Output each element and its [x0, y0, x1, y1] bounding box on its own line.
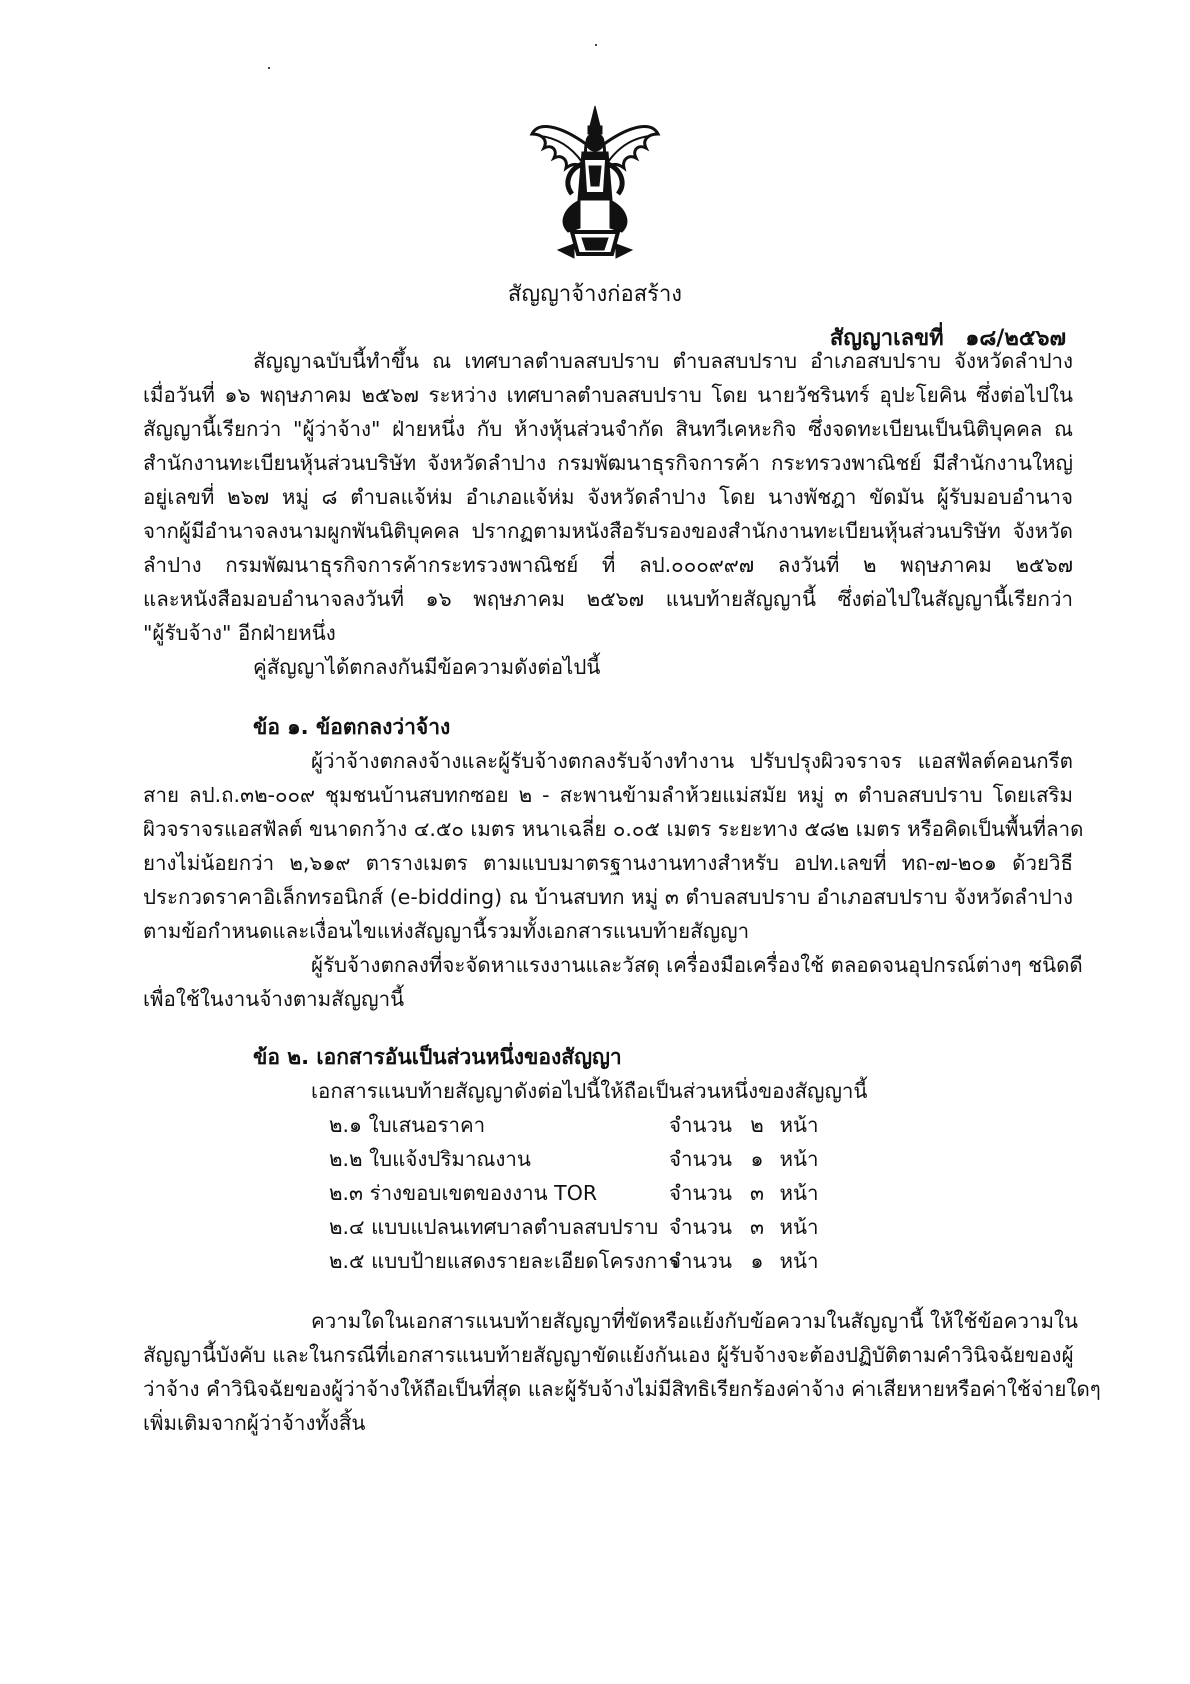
contract-number-value: ๑๘/๒๕๖๗ — [965, 326, 1066, 351]
attachment-qty-label: จำนวน — [669, 1249, 733, 1273]
contract-number-label: สัญญาเลขที่ — [829, 326, 944, 351]
attachment-qty: ๓ — [749, 1181, 764, 1205]
attachment-row — [329, 1110, 819, 1140]
garuda-emblem-icon — [528, 104, 662, 262]
attachment-qty: ๑ — [750, 1249, 764, 1273]
attachment-row — [329, 1144, 819, 1174]
attachment-unit: หน้า — [779, 1113, 819, 1137]
attachment-name: แบบป้ายแสดงรายละเอียดโครงการ — [371, 1249, 680, 1273]
attachment-number: ๒.๑ — [329, 1113, 363, 1137]
attachment-name: ใบเสนอราคา — [368, 1113, 486, 1137]
clause1-text-line: สาย ลป.ถ.๓๒-๐๐๙ ชุมชนบ้านสบทกซอย ๒ - สะพานข้ามลำห้วยแม่สมัย หมู่ ๓ ตำบลสบปราบ โดยเสริม — [143, 783, 1073, 807]
clause2-heading: ข้อ ๒. เอกสารอันเป็นส่วนหนึ่งของสัญญา — [253, 1045, 622, 1069]
preamble-line: "ผู้รับจ้าง" อีกฝ่ายหนึ่ง — [143, 621, 336, 645]
preamble-line: และหนังสือมอบอำนาจลงวันที่ ๑๖ พฤษภาคม ๒๕๖๗ แนบท้ายสัญญานี้ ซึ่งต่อไปในสัญญานี้เรียกว่า — [143, 587, 1073, 611]
clause2-intro: เอกสารแนบท้ายสัญญาดังต่อไปนี้ให้ถือเป็นส่วนหนึ่งของสัญญานี้ — [311, 1079, 868, 1103]
attachment-number: ๒.๒ — [329, 1147, 363, 1171]
attachment-row — [329, 1246, 819, 1276]
scan-speck — [268, 67, 270, 69]
attachment-qty-label: จำนวน — [669, 1147, 733, 1171]
attachment-row — [329, 1212, 819, 1242]
clause1-text-line: ตามข้อกำหนดและเงื่อนไขแห่งสัญญานี้รวมทั้งเอกสารแนบท้ายสัญญา — [143, 919, 750, 943]
clause1-text-line: ผู้รับจ้างตกลงที่จะจัดหาแรงงานและวัสดุ เครื่องมือเครื่องใช้ ตลอดจนอุปกรณ์ต่างๆ ชนิดดี — [311, 953, 1083, 977]
attachment-number: ๒.๕ — [329, 1249, 365, 1273]
preamble-line: ลำปาง กรมพัฒนาธุรกิจการค้ากระทรวงพาณิชย์ ที่ ลป.๐๐๐๙๙๗ ลงวันที่ ๒ พฤษภาคม ๒๕๖๗ — [143, 553, 1073, 577]
clause2-closing-line: ความใดในเอกสารแนบท้ายสัญญาที่ขัดหรือแย้งกับข้อความในสัญญานี้ ให้ใช้ข้อความใน — [311, 1309, 1079, 1333]
clause1-text-line: เพื่อใช้ในงานจ้างตามสัญญานี้ — [143, 987, 405, 1011]
attachment-number: ๒.๓ — [329, 1181, 364, 1205]
attachment-qty-label: จำนวน — [669, 1215, 733, 1239]
attachment-unit: หน้า — [779, 1249, 819, 1273]
preamble-line: สัญญาฉบับนี้ทำขึ้น ณ เทศบาลตำบลสบปราบ ตำบลสบปราบ อำเภอสบปราบ จังหวัดลำปาง — [253, 349, 1073, 373]
clause2-closing-line: สัญญานี้บังคับ และในกรณีที่เอกสารแนบท้ายสัญญาขัดแย้งกันเอง ผู้รับจ้างจะต้องปฏิบัติตามคำวินิจฉัยของผู้ — [143, 1343, 1074, 1367]
clause2-closing-line: เพิ่มเติมจากผู้ว่าจ้างทั้งสิ้น — [143, 1411, 366, 1435]
clause1-text-line: ผิวจราจรแอสฟัลต์ ขนาดกว้าง ๔.๕๐ เมตร หนาเฉลี่ย ๐.๐๕ เมตร ระยะทาง ๕๘๒ เมตร หรือคิดเป็นพื้นที่ลาด — [143, 817, 1084, 841]
attachment-unit: หน้า — [779, 1181, 819, 1205]
attachment-qty: ๑ — [750, 1147, 764, 1171]
preamble-line: จากผู้มีอำนาจลงนามผูกพันนิติบุคคล ปรากฏตามหนังสือรับรองของสำนักงานทะเบียนหุ้นส่วนบริษัท จังหวัด — [143, 519, 1073, 543]
attachment-qty-label: จำนวน — [669, 1181, 733, 1205]
clause2-closing-line: ว่าจ้าง คำวินิจฉัยของผู้ว่าจ้างให้ถือเป็นที่สุด และผู้รับจ้างไม่มีสิทธิเรียกร้องค่าจ้าง ค่าเสียหายหรือค่าใช้จ่ายใดๆ — [143, 1377, 1101, 1401]
clause1-text-line: ยางไม่น้อยกว่า ๒,๖๑๙ ตารางเมตร ตามแบบมาตรฐานงานทางสำหรับ อปท.เลขที่ ทถ-๗-๒๐๑ ด้วยวิธี — [143, 851, 1073, 875]
scan-speck — [595, 44, 597, 46]
attachment-name: ใบแจ้งปริมาณงาน — [369, 1147, 531, 1171]
attachment-name: แบบแปลนเทศบาลตำบลสบปราบ — [371, 1215, 659, 1239]
attachment-unit: หน้า — [779, 1215, 819, 1239]
attachment-unit: หน้า — [779, 1147, 819, 1171]
document-title: สัญญาจ้างก่อสร้าง — [507, 282, 683, 307]
attachment-name: ร่างขอบเขตของงาน TOR — [369, 1181, 598, 1205]
preamble-line: เมื่อวันที่ ๑๖ พฤษภาคม ๒๕๖๗ ระหว่าง เทศบาลตำบลสบปราบ โดย นายวัชรินทร์ อุปะโยคิน ซึ่งต่อไปใน — [143, 383, 1073, 407]
clause1-text-line: ประกวดราคาอิเล็กทรอนิกส์ (e-bidding) ณ บ้านสบทก หมู่ ๓ ตำบลสบปราบ อำเภอสบปราบ จังหวัดลำปาง — [143, 885, 1073, 909]
agreement-intro: คู่สัญญาได้ตกลงกันมีข้อความดังต่อไปนี้ — [253, 655, 601, 679]
preamble-line: สัญญานี้เรียกว่า "ผู้ว่าจ้าง" ฝ่ายหนึ่ง กับ ห้างหุ้นส่วนจำกัด สินทวีเคหะกิจ ซึ่งจดทะเบียนเป็นนิติบุคคล ณ — [143, 417, 1073, 441]
clause1-text-line: ผู้ว่าจ้างตกลงจ้างและผู้รับจ้างตกลงรับจ้างทำงาน ปรับปรุงผิวจราจร แอสฟัลต์คอนกรีต — [311, 749, 1073, 773]
clause1-heading: ข้อ ๑. ข้อตกลงว่าจ้าง — [253, 715, 451, 739]
preamble-line: อยู่เลขที่ ๒๖๗ หมู่ ๘ ตำบลแจ้ห่ม อำเภอแจ้ห่ม จังหวัดลำปาง โดย นางพัชฎา ขัดมัน ผู้รับมอบอำนาจ — [143, 485, 1073, 509]
attachment-number: ๒.๔ — [329, 1215, 365, 1239]
attachment-qty-label: จำนวน — [669, 1113, 733, 1137]
attachment-qty: ๒ — [750, 1113, 764, 1137]
attachment-qty: ๓ — [749, 1215, 764, 1239]
preamble-line: สำนักงานทะเบียนหุ้นส่วนบริษัท จังหวัดลำปาง กรมพัฒนาธุรกิจการค้า กระทรวงพาณิชย์ มีสำนักงานใหญ่ — [143, 451, 1073, 475]
attachment-row — [329, 1178, 819, 1208]
